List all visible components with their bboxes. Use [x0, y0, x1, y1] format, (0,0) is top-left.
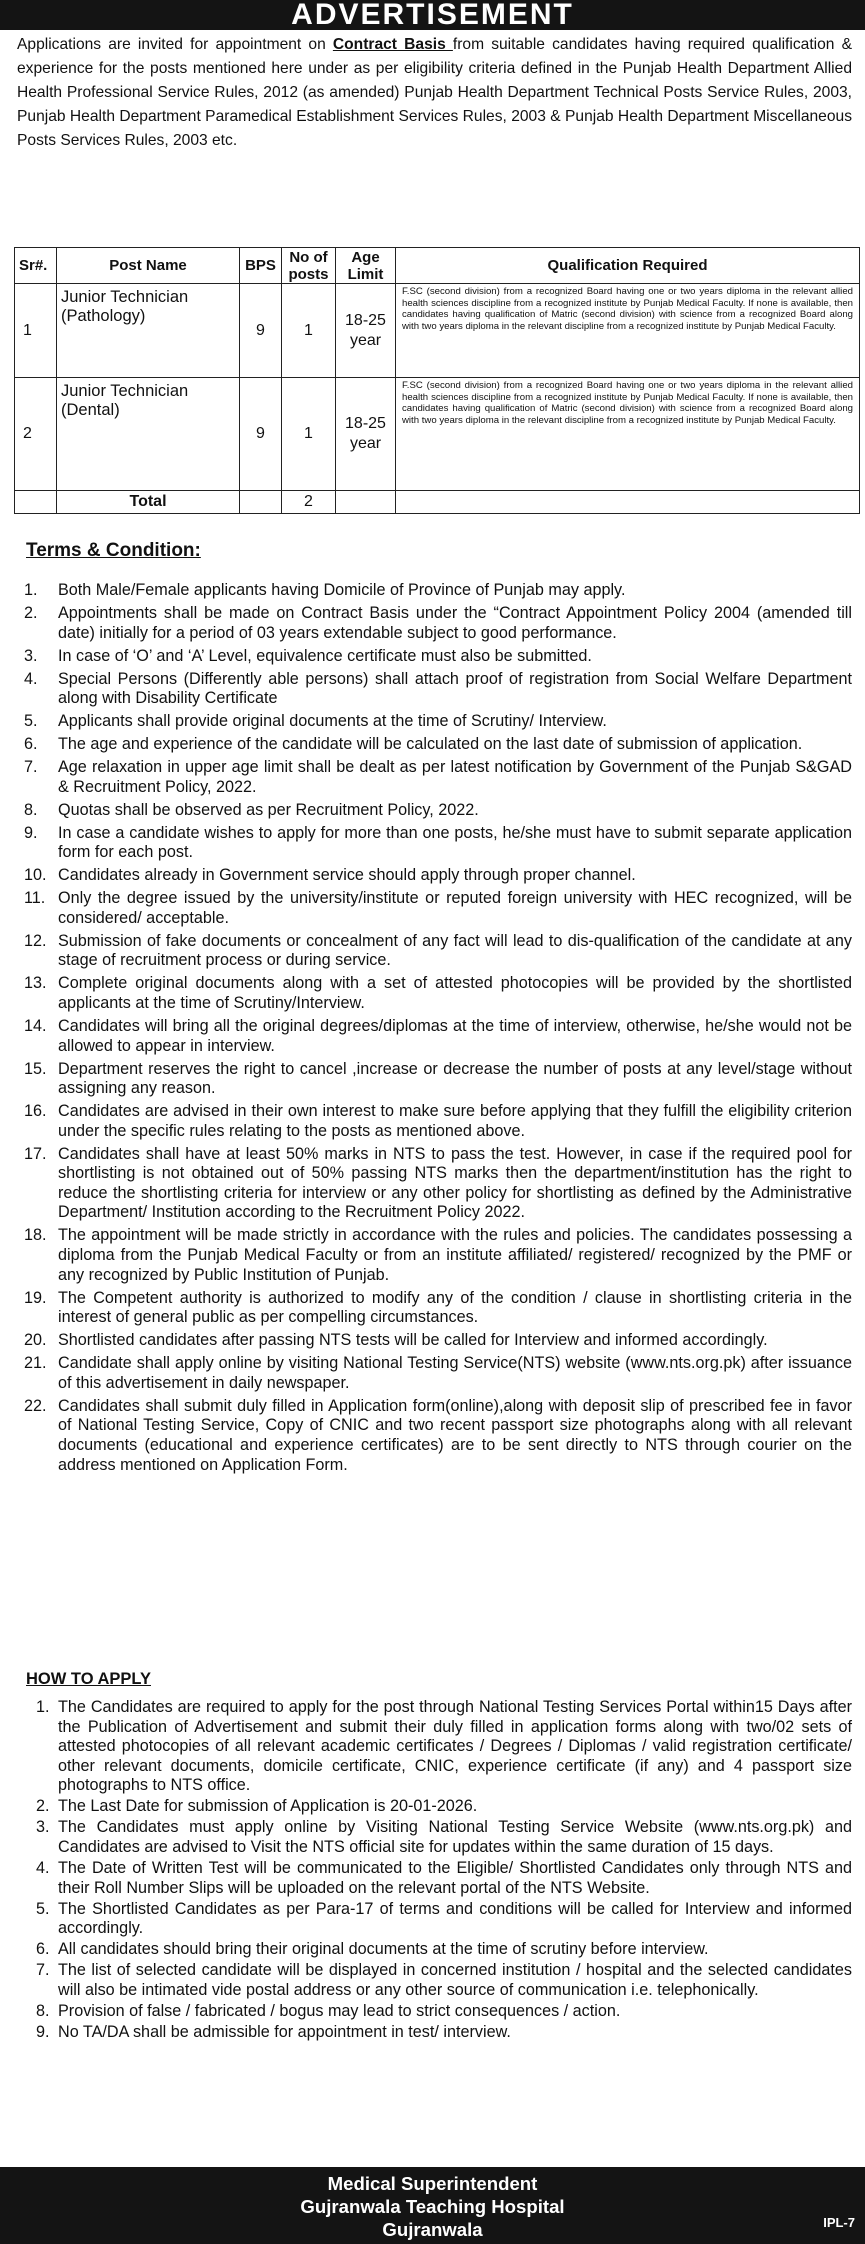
list-item-text: The age and experience of the candidate will be calculated on the last date of submission of application. [58, 735, 803, 754]
list-item-text: Appointments shall be made on Contract Basis under the “Contract Appointment Policy 2004 (amended till date) initially for a period of 03 years extendable subject to good performance. [58, 603, 852, 642]
list-item [12, 647, 852, 667]
table-row [15, 378, 860, 491]
list-item-number: 20. [24, 1331, 47, 1350]
list-item [12, 1818, 852, 1857]
list-item-text: Applicants shall provide original documents at the time of Scrutiny/ Interview. [58, 712, 607, 731]
list-item-text: Age relaxation in upper age limit shall be dealt as per latest notification by Government of the Punjab S&GAD & Recruitment Policy, 2022. [58, 758, 852, 796]
list-item-text: Candidates will bring all the original degrees/diplomas at the time of interview, otherwise, he/she would not be allowed to appear in interview. [58, 1016, 852, 1055]
list-item-number: 1. [36, 1698, 50, 1716]
list-item-number: 8. [36, 2001, 50, 2020]
advertisement-banner: ADVERTISEMENT [0, 0, 865, 30]
list-item-text: Complete original documents along with a set of attested photocopies will be provided by the shortlisted applicants at the time of Scrutiny/Interview. [58, 974, 852, 1012]
list-item-number: 17. [24, 1144, 47, 1163]
list-item [12, 758, 852, 797]
list-item [12, 801, 852, 821]
list-item-number: 5. [36, 1899, 50, 1918]
list-item [12, 1961, 852, 2000]
list-item-number: 7. [36, 1961, 50, 1980]
list-item [12, 824, 852, 863]
list-item-number: 9. [24, 823, 38, 842]
list-item-text: The appointment will be made strictly in accordance with the rules and policies. The candidates possessing a diploma from the Punjab Medical Faculty or from an institute affiliated/ registered/ recognized by the PMF or any recognized by Public Institution of Punjab. [58, 1226, 852, 1284]
total-spacer [15, 491, 57, 514]
row-post-name: Junior Technician (Pathology) [57, 284, 240, 378]
intro-text-before: Applications are invited for appointment on [17, 36, 333, 53]
list-item-text: Both Male/Female applicants having Domicile of Province of Punjab may apply. [58, 581, 626, 599]
header-qualification: Qualification Required [396, 248, 860, 284]
list-item-number: 3. [24, 646, 38, 665]
howto-list [12, 1698, 852, 2044]
footer-city: Gujranwala [382, 2219, 483, 2240]
intro-text-after: from suitable candidates having required qualification & experience for the posts mentioned here under as per eligibility criteria defined in the Punjab Health Department Allied Health Professional Service Rules, 2012 (as amended) Punjab Health Department Technical Posts Service Rules, 2003, Punjab Health Department Paramedical Establishment Services Rules, 2003 & Punjab Health Department Miscellaneous Posts Services Rules, 2003 etc. [17, 36, 852, 149]
list-item-number: 19. [24, 1288, 47, 1307]
list-item-number: 10. [24, 866, 47, 885]
list-item-number: 11. [24, 889, 46, 908]
howto-title [26, 1670, 151, 1689]
total-label: Total [57, 491, 240, 514]
header-bps: BPS [240, 248, 282, 284]
list-item [12, 1698, 852, 1796]
list-item [12, 670, 852, 709]
row-bps: 9 [240, 284, 282, 378]
list-item [12, 604, 852, 643]
list-item-text: Submission of fake documents or concealment of any fact will lead to dis-qualification of the candidate at any stage of recruitment process or during service. [58, 931, 852, 970]
footer-designation: Medical Superintendent [327, 2173, 538, 2194]
list-item [12, 735, 852, 755]
list-item [12, 889, 852, 928]
list-item-number: 2. [24, 603, 38, 622]
header-sr: Sr#. [15, 248, 57, 284]
list-item [12, 712, 852, 732]
list-item [12, 1397, 852, 1475]
list-item [12, 581, 852, 601]
list-item [12, 974, 852, 1013]
list-item [12, 2023, 852, 2043]
list-item-number: 21. [24, 1354, 47, 1373]
list-item-text: In case of ‘O’ and ‘A’ Level, equivalence certificate must also be submitted. [58, 646, 592, 665]
list-item-number: 1. [24, 581, 38, 599]
list-item-number: 2. [36, 1797, 50, 1816]
terms-title-text: Terms & Condition: [26, 540, 201, 561]
header-post-name: Post Name [57, 248, 240, 284]
list-item-number: 12. [24, 931, 47, 950]
row-sr: 1 [15, 284, 57, 378]
list-item-text: Candidates shall have at least 50% marks in NTS to pass the test. However, in case if the required pool for shortlisting is not obtained out of 50% passing NTS marks then the department/institution has the right to reduce the shortlisting criteria for interview or any other policy for shortlisting as defined by the Administrative Department/ Institution according to the Recruitment Policy 2022. [58, 1144, 852, 1222]
list-item [12, 932, 852, 971]
terms-title [26, 540, 201, 562]
row-post-name: Junior Technician (Dental) [57, 378, 240, 491]
list-item-text: All candidates should bring their original documents at the time of scrutiny before interview. [58, 1940, 709, 1959]
list-item-number: 8. [24, 800, 38, 819]
list-item-text: Candidates are advised in their own interest to make sure before applying that they fulfill the eligibility criterion under the specific rules relating to the posts as mentioned above. [58, 1102, 852, 1140]
intro-contract-basis: Contract Basis [332, 36, 453, 53]
header-no-of-posts: No of posts [282, 248, 336, 284]
list-item-number: 7. [24, 758, 38, 777]
list-item [12, 866, 852, 886]
list-item [12, 1331, 852, 1351]
row-bps: 9 [240, 378, 282, 491]
total-value: 2 [282, 491, 336, 514]
table-row [15, 284, 860, 378]
header-age-limit: Age Limit [336, 248, 396, 284]
list-item [12, 1145, 852, 1223]
list-item-text: The Candidates must apply online by Visiting National Testing Service Website (www.nts.org.pk) and Candidates are advised to Visit the NTS official site for updates within the same duration of 15 days. [58, 1818, 852, 1856]
list-item-number: 4. [24, 669, 38, 688]
list-item-number: 4. [36, 1858, 50, 1877]
list-item-number: 13. [24, 974, 47, 993]
list-item-text: The Shortlisted Candidates as per Para-17 of terms and conditions will be called for Interview and informed accordingly. [58, 1899, 852, 1938]
table-header-row [15, 248, 860, 284]
list-item-text: Candidate shall apply online by visiting National Testing Service(NTS) website (www.nts.org.pk) after issuance of this advertisement in daily newspaper. [58, 1354, 852, 1392]
row-no-of-posts: 1 [282, 378, 336, 491]
list-item-number: 6. [36, 1940, 50, 1959]
list-item [12, 2002, 852, 2022]
list-item-text: Quotas shall be observed as per Recruitment Policy, 2022. [58, 800, 479, 819]
list-item-number: 16. [24, 1102, 47, 1121]
total-spacer [396, 491, 860, 514]
row-age-limit: 18-25 year [336, 378, 396, 491]
list-item [12, 1289, 852, 1328]
list-item-text: Shortlisted candidates after passing NTS tests will be called for Interview and informed accordingly. [58, 1331, 768, 1350]
total-spacer [240, 491, 282, 514]
list-item-number: 6. [24, 735, 38, 754]
row-no-of-posts: 1 [282, 284, 336, 378]
list-item-number: 9. [36, 2022, 50, 2041]
total-spacer [336, 491, 396, 514]
list-item-number: 3. [36, 1818, 50, 1837]
list-item-text: No TA/DA shall be admissible for appointment in test/ interview. [58, 2022, 511, 2041]
list-item [12, 1859, 852, 1898]
footer-hospital: Gujranwala Teaching Hospital [300, 2196, 565, 2217]
howto-title-text: HOW TO APPLY [26, 1670, 151, 1688]
list-item-text: The Competent authority is authorized to modify any of the condition / clause in shortlisting criteria in the interest of general public as per compelling circumstances. [58, 1288, 852, 1327]
list-item-text: The Candidates are required to apply for the post through National Testing Services Portal within15 Days after the Publication of Advertisement and submit their duly filled in application forms along with two/02 sets of attested photocopies of all relevant academic certificates / Degrees / Diplomas / valid registration certificate/ other relevant documents, domicile certificate, CNIC, experience certificate (if any) and 4 passport size photographs to NTS office. [58, 1698, 852, 1795]
footer-code: IPL-7 [823, 2215, 855, 2230]
list-item-text: Department reserves the right to cancel ,increase or decrease the number of posts at any level/stage without assigning any reason. [58, 1059, 852, 1098]
row-qualification: F.SC (second division) from a recognized Board having one or two years diploma in the relevant allied health sciences discipline from a recognized institute by Punjab Medical Faculty. If none is available, then candidates having qualification of Matric (second division) with science from a recognized Board along with two years diploma in the relevant discipline from a recognized institute by Punjab Medical Faculty. [396, 378, 860, 491]
list-item-number: 18. [24, 1226, 47, 1245]
list-item-text: The list of selected candidate will be displayed in concerned institution / hospital and the selected candidates will also be intimated vide postal address or any other source of communication i.e. telephonically. [58, 1961, 852, 1999]
row-qualification: F.SC (second division) from a recognized Board having one or two years diploma in the relevant allied health sciences discipline from a recognized institute by Punjab Medical Faculty. If none is available, then candidates having qualification of Matric (second division) with science from a recognized Board along with two years diploma in the relevant discipline from a recognized institute by Punjab Medical Faculty. [396, 284, 860, 378]
list-item-text: Candidates already in Government service should apply through proper channel. [58, 866, 636, 885]
posts-table [14, 247, 860, 514]
list-item-number: 5. [24, 712, 38, 731]
list-item [12, 1354, 852, 1393]
row-sr: 2 [15, 378, 57, 491]
list-item [12, 1060, 852, 1099]
table-total-row [15, 491, 860, 514]
list-item-number: 22. [24, 1396, 47, 1415]
row-age-limit: 18-25 year [336, 284, 396, 378]
list-item-text: The Last Date for submission of Application is 20-01-2026. [58, 1797, 478, 1816]
list-item-text: Provision of false / fabricated / bogus may lead to strict consequences / action. [58, 2001, 621, 2020]
list-item-number: 14. [24, 1016, 47, 1035]
list-item [12, 1017, 852, 1056]
list-item-text: Only the degree issued by the university/institute or reputed foreign university with HEC recognized, will be considered/ acceptable. [58, 889, 852, 927]
list-item-number: 15. [24, 1059, 47, 1078]
list-item-text: The Date of Written Test will be communicated to the Eligible/ Shortlisted Candidates only through NTS and their Roll Number Slips will be uploaded on the relevant portal of the NTS Website. [58, 1858, 852, 1897]
terms-list [12, 581, 852, 1479]
list-item [12, 1900, 852, 1939]
footer [0, 2167, 865, 2244]
list-item [12, 1226, 852, 1285]
list-item [12, 1797, 852, 1817]
list-item-text: Candidates shall submit duly filled in Application form(online),along with deposit slip of prescribed fee in favor of National Testing Service, Copy of CNIC and two recent passport size photographs along with all relevant documents (educational and experience certificates) are to be sent directly to NTS through courier on the address mentioned on Application Form. [58, 1396, 852, 1474]
list-item [12, 1102, 852, 1141]
intro-paragraph [17, 33, 852, 153]
list-item-text: Special Persons (Differently able persons) shall attach proof of registration from Social Welfare Department along with Disability Certificate [58, 669, 852, 708]
list-item [12, 1940, 852, 1960]
list-item-text: In case a candidate wishes to apply for more than one posts, he/she must have to submit separate application form for each post. [58, 823, 852, 862]
